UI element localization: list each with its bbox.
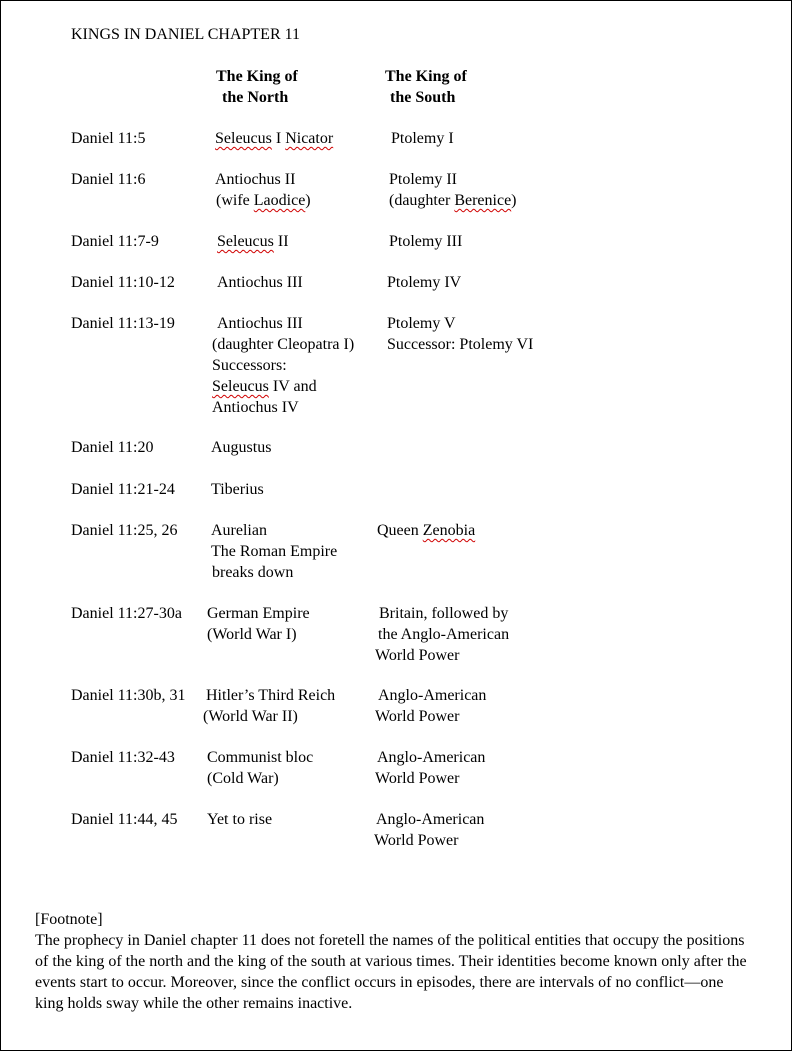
spellcheck-word: Zenobia: [422, 522, 476, 539]
king-of-south-cell: World Power: [375, 647, 460, 664]
footnote-label: [Footnote]: [35, 911, 103, 928]
row-reference: Daniel 11:32-43: [71, 749, 175, 766]
king-of-north-cell: Communist bloc: [207, 749, 314, 766]
spellcheck-word: Seleucus: [215, 130, 272, 147]
spellcheck-word: Nicator: [285, 130, 334, 147]
king-of-north-cell: Hitler’s Third Reich: [206, 687, 336, 704]
king-of-north-cell: breaks down: [212, 564, 294, 581]
king-of-north-cell: German Empire: [207, 605, 310, 622]
king-of-north-cell: Successors:: [212, 357, 287, 374]
king-of-north-cell: (daughter Cleopatra I): [212, 336, 355, 353]
header-north-line-1: The King of: [216, 68, 298, 85]
king-of-south-cell: World Power: [374, 832, 459, 849]
king-of-north-cell: Yet to rise: [207, 811, 273, 828]
footnote-text: The prophecy in Daniel chapter 11 does not foretell the names of the political entities that occupy the positions of the king of the north and the king of the south at various times. Their identities become known only after the events start to occur. Moreover, since the conflict occurs in episodes, there are intervals of no conflict—one king holds sway while the other remains inactive.: [35, 932, 747, 1012]
header-king-of-north: [216, 66, 298, 108]
page-title: KINGS IN DANIEL CHAPTER 11: [71, 26, 301, 43]
row-reference: Daniel 11:44, 45: [71, 811, 178, 828]
king-of-north-cell: (Cold War): [207, 770, 279, 787]
header-north-line-2: the North: [222, 89, 289, 106]
king-of-north-cell: Antiochus II: [215, 171, 296, 188]
king-of-south-cell: Queen Zenobia: [377, 522, 476, 539]
row-reference: Daniel 11:6: [71, 171, 146, 188]
king-of-north-cell: Antiochus IV: [212, 399, 299, 416]
spellcheck-word: Seleucus: [212, 378, 269, 395]
king-of-south-cell: the Anglo-American: [378, 626, 510, 643]
king-of-south-cell: Anglo-American: [376, 811, 485, 828]
spellcheck-word: Laodice: [253, 192, 306, 209]
row-reference: Daniel 11:21-24: [71, 481, 175, 498]
king-of-south-cell: Ptolemy IV: [387, 274, 462, 291]
header-king-of-south: [385, 66, 467, 108]
row-reference: Daniel 11:20: [71, 439, 154, 456]
header-south-line-2: the South: [390, 89, 456, 106]
king-of-north-cell: Antiochus III: [217, 315, 303, 332]
king-of-south-cell: (daughter Berenice): [389, 192, 517, 209]
row-reference: Daniel 11:30b, 31: [71, 687, 186, 704]
row-reference: Daniel 11:27-30a: [71, 605, 182, 622]
king-of-north-cell: Augustus: [211, 439, 272, 456]
king-of-south-cell: Ptolemy III: [389, 233, 463, 250]
king-of-north-cell: The Roman Empire: [211, 543, 338, 560]
spellcheck-word: Berenice: [454, 192, 512, 209]
king-of-south-cell: Ptolemy I: [391, 130, 454, 147]
spellcheck-word: Seleucus: [217, 233, 274, 250]
king-of-south-cell: Anglo-American: [378, 687, 487, 704]
row-reference: Daniel 11:10-12: [71, 274, 175, 291]
king-of-north-cell: Seleucus IV and: [212, 378, 317, 395]
king-of-north-cell: (World War II): [203, 708, 298, 725]
king-of-south-cell: Anglo-American: [377, 749, 486, 766]
king-of-south-cell: Britain, followed by: [379, 605, 509, 622]
king-of-south-cell: Ptolemy II: [389, 171, 457, 188]
row-reference: Daniel 11:7-9: [71, 233, 159, 250]
header-south-line-1: The King of: [385, 68, 467, 85]
king-of-south-cell: World Power: [375, 708, 460, 725]
king-of-north-cell: Aurelian: [211, 522, 267, 539]
king-of-north-cell: Antiochus III: [217, 274, 303, 291]
king-of-north-cell: (wife Laodice): [216, 192, 311, 209]
row-reference: Daniel 11:25, 26: [71, 522, 178, 539]
king-of-south-cell: Ptolemy V: [387, 315, 456, 332]
row-reference: Daniel 11:13-19: [71, 315, 175, 332]
king-of-south-cell: Successor: Ptolemy VI: [387, 336, 534, 353]
row-reference: Daniel 11:5: [71, 130, 146, 147]
king-of-north-cell: Seleucus II: [217, 233, 289, 250]
king-of-north-cell: Seleucus I Nicator: [215, 130, 334, 147]
king-of-south-cell: World Power: [375, 770, 460, 787]
footnote: [35, 909, 755, 1014]
king-of-north-cell: (World War I): [207, 626, 297, 643]
king-of-north-cell: Tiberius: [211, 481, 264, 498]
